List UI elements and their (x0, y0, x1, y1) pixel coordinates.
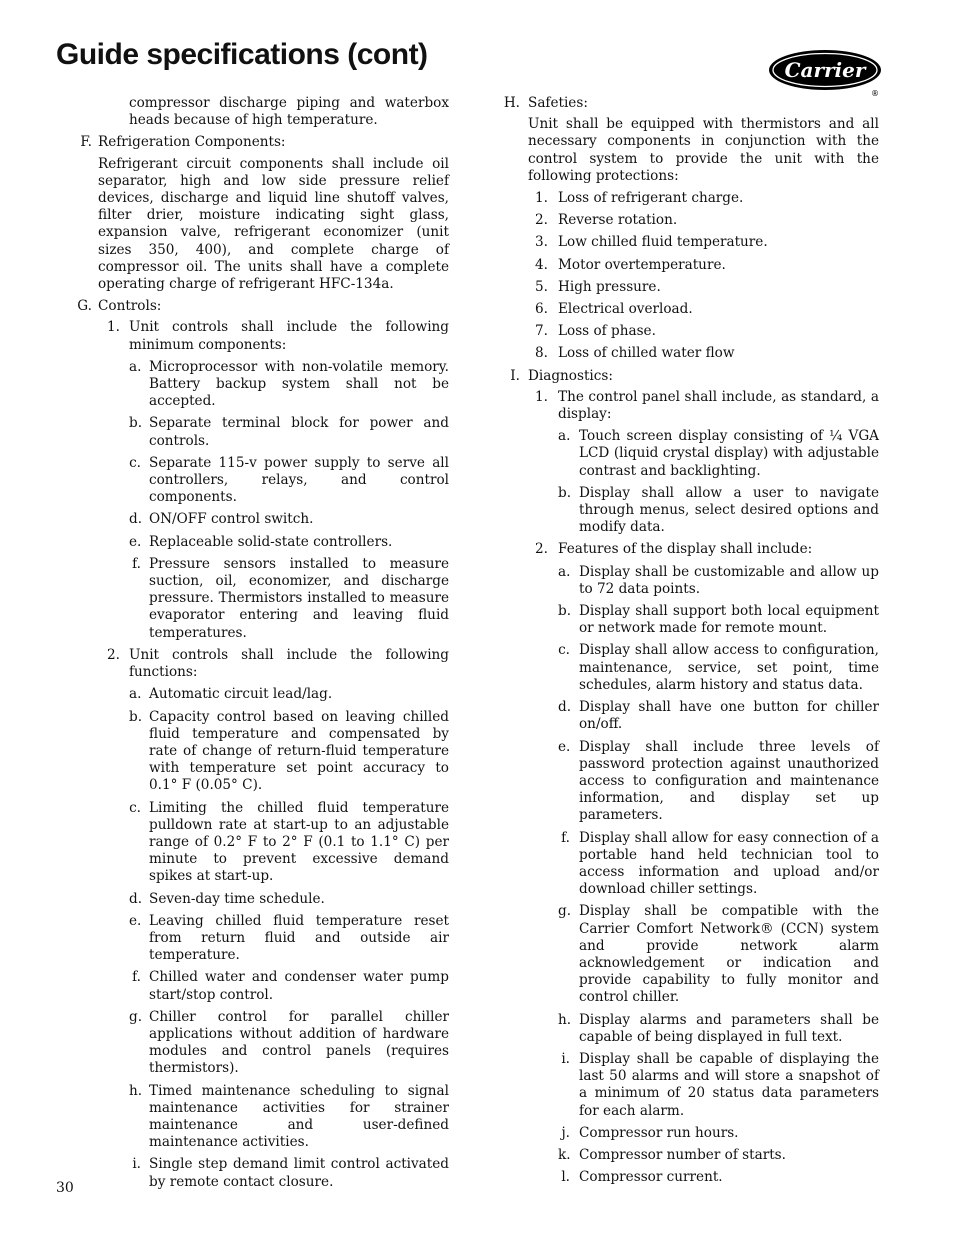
list-subitem (558, 699, 879, 733)
list-number: 8. (535, 345, 548, 362)
list-text: Loss of chilled water flow (558, 345, 735, 362)
subitem-text: Seven-day time schedule. (149, 890, 325, 907)
list-item (528, 345, 879, 362)
list-number: 2. (107, 646, 120, 663)
list-subitem (558, 1051, 879, 1120)
page-number: 30 (56, 1180, 74, 1196)
subitem-letter: i. (561, 1050, 570, 1067)
list-item (528, 323, 879, 340)
subitem-text: Display shall allow a user to navigate through menus, select desired options and modify data. (579, 484, 879, 536)
subitem-letter: b. (129, 415, 143, 432)
list-subitem (558, 428, 879, 480)
list-number: 1. (535, 190, 548, 207)
carrier-logo (768, 49, 884, 97)
subitem-text: Pressure sensors installed to measure suction, oil, economizer, and discharge pressure. Thermistors installed to measure evaporator entering and leaving fluid temperatures. (149, 555, 449, 641)
subitem-letter: j. (561, 1124, 570, 1141)
list-subitem (558, 1147, 879, 1164)
list-subitem (129, 1083, 449, 1152)
subitem-text: Touch screen display consisting of ¼ VGA LCD (liquid crystal display) with adjustable contrast and backlighting. (579, 428, 879, 479)
subitem-letter: d. (129, 890, 143, 907)
logo-text: Carrier (784, 58, 866, 82)
subitem-text: Compressor current. (579, 1169, 723, 1186)
subitem-text: Separate 115-v power supply to serve all controllers, relays, and control components. (149, 454, 449, 506)
subitem-letter: b. (558, 603, 572, 620)
left-column (64, 95, 449, 1196)
list-item (496, 389, 879, 423)
subitem-letter: f. (561, 829, 570, 846)
section-title: Controls: (98, 298, 162, 315)
subitem-letter: e. (129, 912, 142, 929)
list-text: Electrical overload. (558, 301, 693, 318)
section-i-heading (496, 368, 879, 385)
carry-over-text: compressor discharge piping and waterbox heads because of high temperature. (129, 95, 449, 129)
subitem-text: Compressor number of starts. (579, 1146, 786, 1163)
subitem-letter: c. (129, 454, 141, 471)
list-subitem (129, 534, 449, 551)
list-subitem (129, 913, 449, 965)
list-text: Unit controls shall include the following functions: (129, 646, 449, 681)
list-text: Loss of refrigerant charge. (558, 190, 744, 207)
list-item (528, 257, 879, 274)
subitem-text: Separate terminal block for power and controls. (149, 415, 449, 449)
list-subitem (129, 891, 449, 908)
section-title: Diagnostics: (528, 367, 613, 384)
subitem-text: Automatic circuit lead/lag. (149, 686, 333, 703)
subitem-text: Display shall be customizable and allow up to 72 data points. (579, 563, 879, 597)
subitem-text: Display shall be compatible with the Carrier Comfort Network® (CCN) system and provide network alarm acknowledgement or indication and provide capability to fully monitor and control chiller. (579, 903, 879, 1006)
section-title: Refrigeration Components: (98, 134, 286, 151)
section-h-heading (496, 95, 879, 112)
list-number: 2. (535, 541, 548, 558)
subitem-text: ON/OFF control switch. (149, 511, 314, 528)
subitem-letter: a. (129, 358, 142, 375)
subitem-text: Compressor run hours. (579, 1124, 739, 1141)
subitem-letter: d. (558, 699, 572, 716)
list-number: 1. (107, 319, 120, 336)
list-item (528, 279, 879, 296)
list-number: 6. (535, 301, 548, 318)
subitem-letter: e. (129, 533, 142, 550)
list-item (528, 301, 879, 318)
list-subitem (129, 455, 449, 507)
list-number: 3. (535, 234, 548, 251)
list-item (528, 190, 879, 207)
subitem-text: Chiller control for parallel chiller applications without addition of hardware modules and control panels (requires thermistors). (149, 1008, 449, 1077)
subitem-letter: c. (129, 799, 141, 816)
subitem-letter: f. (132, 555, 141, 572)
subitem-text: Display alarms and parameters shall be capable of being displayed in full text. (579, 1011, 879, 1045)
list-subitem (129, 800, 449, 886)
list-subitem (129, 359, 449, 411)
list-item (528, 212, 879, 229)
list-subitem (558, 564, 879, 598)
section-h-body: Unit shall be equipped with thermistors and all necessary components in conjunction with the control system to provide the unit with the following protections: (528, 116, 879, 184)
list-number: 7. (535, 323, 548, 340)
list-subitem (558, 830, 879, 899)
section-f-heading (64, 134, 449, 151)
section-g-heading (64, 298, 449, 315)
list-subitem (129, 686, 449, 703)
subitem-text: Limiting the chilled fluid temperature pulldown rate at start-up to an adjustable range of 0.2° F to 2° F (0.1 to 1.1° C) per minute to prevent excessive demand spikes at start-up. (149, 799, 449, 885)
list-text: Unit controls shall include the following minimum components: (129, 319, 449, 353)
list-subitem (558, 1012, 879, 1046)
subitem-text: Timed maintenance scheduling to signal maintenance activities for strainer maintenance and user-defined maintenance activities. (149, 1082, 449, 1151)
list-number: 1. (535, 388, 548, 405)
subitem-text: Display shall have one button for chiller on/off. (579, 699, 879, 733)
subitem-text: Single step demand limit control activated by remote contact closure. (149, 1156, 449, 1190)
list-subitem (558, 1125, 879, 1142)
subitem-text: Microprocessor with non-volatile memory. Battery backup system shall not be accepted. (149, 358, 449, 410)
subitem-text: Display shall allow access to configuration, maintenance, service, set point, time schedules, alarm history and status data. (579, 642, 879, 693)
subitem-letter: i. (132, 1156, 141, 1173)
list-subitem (129, 511, 449, 528)
list-text: Features of the display shall include: (558, 541, 813, 558)
subitem-letter: l. (561, 1169, 570, 1186)
section-label: F. (80, 134, 92, 151)
subitem-letter: c. (558, 642, 570, 659)
subitem-letter: b. (129, 708, 143, 725)
subitem-letter: a. (558, 563, 571, 580)
list-subitem (129, 1009, 449, 1078)
subitem-text: Capacity control based on leaving chilled fluid temperature and compensated by rate of change of return-fluid temperature with temperature set point accuracy to 0.1° F (0.05° C). (149, 708, 449, 794)
right-column (496, 95, 879, 1191)
subitem-text: Display shall include three levels of password protection against unauthorized access to configuration and maintenance information, and display set up parameters. (579, 738, 879, 824)
subitem-text: Replaceable solid-state controllers. (149, 533, 393, 550)
registered-mark: ® (871, 89, 879, 97)
subitem-text: Display shall support both local equipment or network made for remote mount. (579, 603, 879, 637)
list-item (496, 541, 879, 558)
list-number: 4. (535, 256, 548, 273)
subitem-letter: e. (558, 738, 571, 755)
subitem-letter: g. (558, 903, 572, 920)
subitem-text: Display shall allow for easy connection of a portable hand held technician tool to access information and upload and/or download chiller settings. (579, 829, 879, 898)
section-f-body: Refrigerant circuit components shall include oil separator, high and low side pressure relief devices, discharge and liquid line shutoff valves, filter drier, moisture indicating sight glass, expansion valve, refrigerant economizer (unit sizes 350, 400), and complete charge of compressor oil. The units shall have a complete operating charge of refrigerant HFC-134a. (98, 155, 449, 293)
subitem-letter: h. (558, 1011, 572, 1028)
list-subitem (558, 603, 879, 637)
subitem-text: Display shall be capable of displaying the last 50 alarms and will store a snapshot of a minimum of 20 status data parameters for each alarm. (579, 1050, 879, 1119)
section-label: I. (510, 367, 520, 384)
list-text: The control panel shall include, as standard, a display: (558, 388, 879, 423)
list-subitem (558, 485, 879, 537)
list-subitem (129, 969, 449, 1003)
section-label: H. (503, 95, 520, 111)
subitem-text: Chilled water and condenser water pump start/stop control. (149, 969, 449, 1003)
subitem-letter: k. (558, 1146, 571, 1163)
list-subitem (129, 1156, 449, 1190)
list-subitem (558, 903, 879, 1006)
subitem-letter: f. (132, 969, 141, 986)
list-text: High pressure. (558, 278, 661, 295)
subitem-text: Leaving chilled fluid temperature reset from return fluid and outside air temperature. (149, 912, 449, 964)
list-subitem (558, 1169, 879, 1186)
subitem-letter: a. (558, 428, 571, 445)
list-subitem (129, 415, 449, 449)
list-item (64, 319, 449, 353)
list-number: 5. (535, 278, 548, 295)
list-subitem (129, 556, 449, 642)
subitem-letter: g. (129, 1008, 143, 1025)
list-text: Loss of phase. (558, 323, 656, 340)
page-title: Guide specifications (cont) (56, 38, 428, 71)
section-title: Safeties: (528, 95, 588, 111)
list-text: Low chilled fluid temperature. (558, 234, 768, 251)
subitem-letter: h. (129, 1082, 143, 1099)
list-item (528, 234, 879, 251)
list-text: Motor overtemperature. (558, 256, 726, 273)
list-subitem (558, 739, 879, 825)
list-number: 2. (535, 212, 548, 229)
subitem-letter: b. (558, 484, 572, 501)
list-text: Reverse rotation. (558, 212, 678, 229)
list-subitem (558, 642, 879, 694)
subitem-letter: d. (129, 511, 143, 528)
subitem-letter: a. (129, 686, 142, 703)
list-item (64, 647, 449, 681)
section-label: G. (77, 298, 92, 315)
list-subitem (129, 709, 449, 795)
